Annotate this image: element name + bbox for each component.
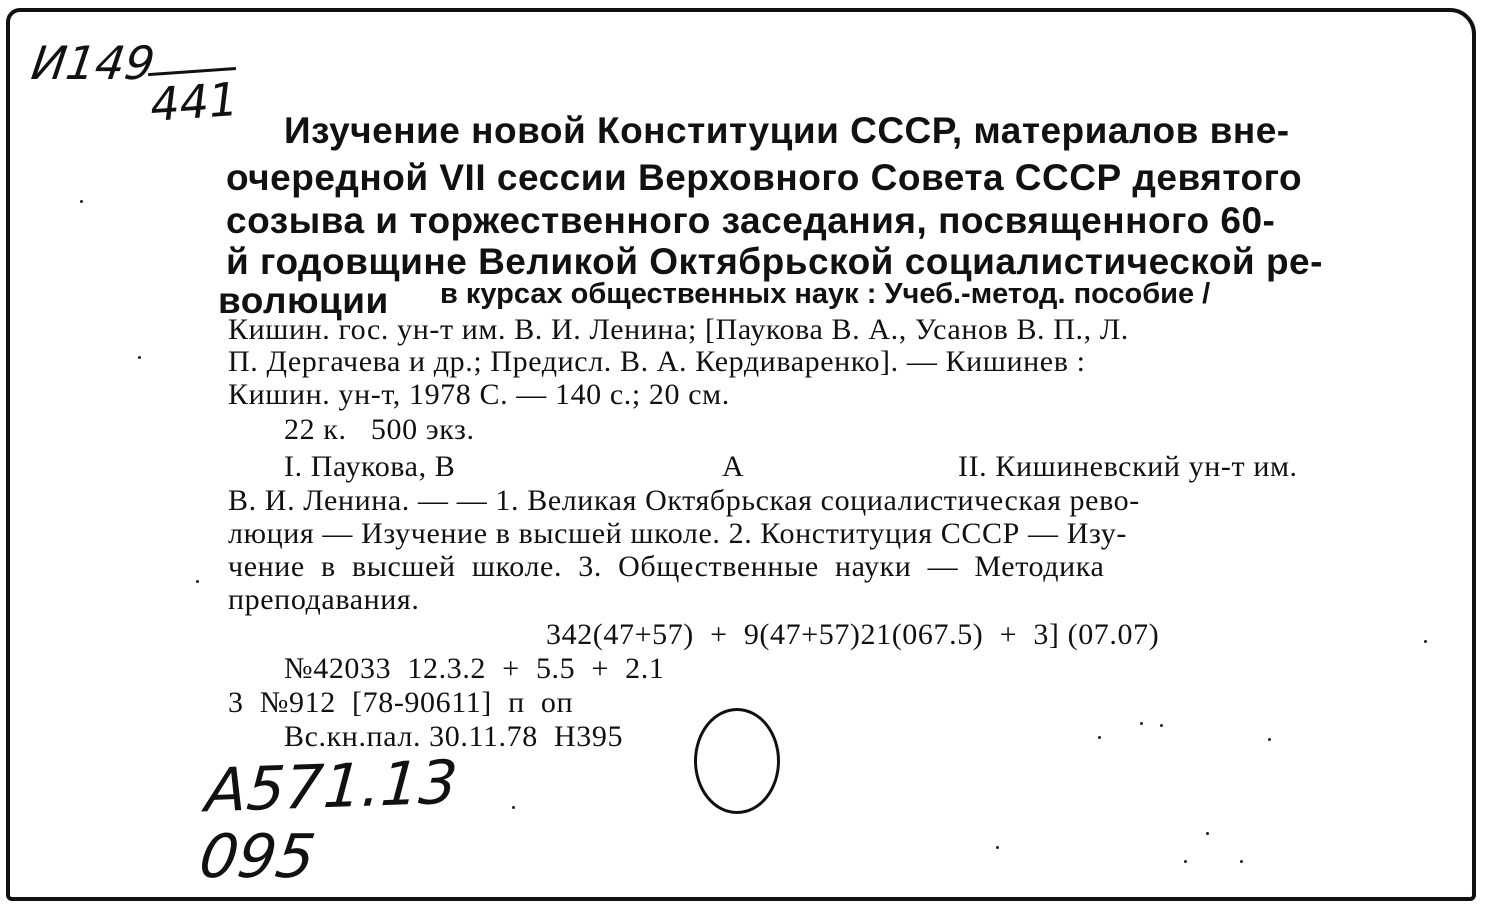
subject-line-2: В. И. Ленина. — — 1. Великая Октябрьская социалистическая рево-	[228, 484, 1140, 517]
book-chamber-line: Вс.кн.пал. 30.11.78 Н395	[284, 720, 624, 753]
title-line-5: волюции	[218, 280, 389, 321]
subject-line-1-b: А	[722, 450, 745, 483]
price-copies-line: 22 к. 500 экз.	[284, 413, 475, 446]
subject-line-4: чение в высшей школе. 3. Общественные науки — Методика	[228, 550, 1105, 583]
body-line-2: П. Дергачева и др.; Предисл. В. А. Кердиваренко]. — Кишинев :	[228, 345, 1086, 378]
handwritten-shelf-mark-top: И149	[28, 36, 159, 90]
body-line-3: Кишин. ун-т, 1978 С. — 140 с.; 20 см.	[228, 378, 730, 411]
subtitle-line: в курсах общественных наук : Учеб.-метод. пособие /	[440, 278, 1211, 310]
number-line: №42033 12.3.2 + 5.5 + 2.1	[284, 652, 665, 685]
subject-line-1-c: II. Кишиневский ун-т им.	[958, 450, 1298, 483]
classification-index: 342(47+57) + 9(47+57)21(067.5) + 3] (07.07)	[546, 618, 1160, 651]
title-line-1: Изучение новой Конституции СССР, материалов вне-	[284, 110, 1290, 151]
handwritten-shelf-mark-bottom: А571.13	[203, 747, 460, 827]
order-line: 3 №912 [78-90611] п оп	[228, 686, 574, 719]
handwritten-shelf-mark-bottom-sub: 095	[195, 822, 320, 892]
title-line-2: очередной VII сессии Верховного Совета СССР девятого	[226, 157, 1303, 198]
subject-line-3: люция — Изучение в высшей школе. 2. Конституция СССР — Изу-	[228, 517, 1127, 550]
oval-stamp	[694, 708, 780, 814]
body-line-1: Кишин. гос. ун-т им. В. И. Ленина; [Паукова В. А., Усанов В. П., Л.	[228, 313, 1129, 346]
subject-line-1-a: I. Паукова, В	[284, 450, 456, 483]
handwritten-shelf-mark-top-sub: 441	[148, 67, 240, 132]
title-line-3: созыва и торжественного заседания, посвященного 60-	[226, 200, 1276, 241]
subject-line-5: преподавания.	[228, 583, 420, 616]
title-line-4: й годовщине Великой Октябрьской социалистической ре-	[226, 241, 1323, 282]
